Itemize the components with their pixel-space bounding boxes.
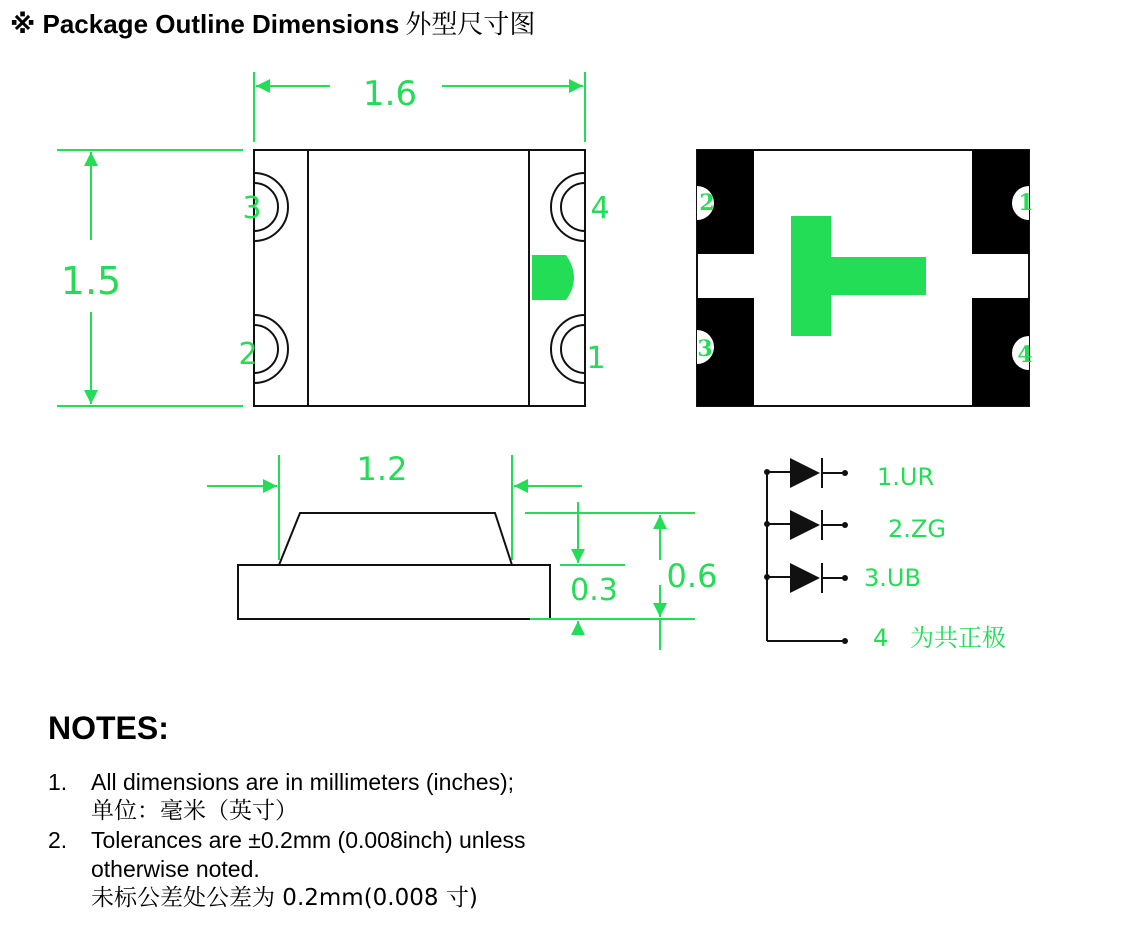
- top-view: [57, 72, 610, 406]
- channel-ub-label: 3.UB: [864, 564, 921, 592]
- note-line: otherwise noted.: [91, 856, 260, 882]
- title-text: ※ Package Outline Dimensions: [10, 9, 400, 39]
- channel-ur-label: 1.UR: [877, 463, 935, 491]
- common-pin-dot: [842, 638, 848, 644]
- polarity-mark: [532, 255, 574, 300]
- side-view: [207, 450, 717, 650]
- side-base: [238, 565, 550, 619]
- note-item-2: [48, 826, 526, 913]
- channel-zg-label: 2.ZG: [888, 515, 946, 543]
- schematic: [764, 458, 1006, 652]
- note-line: All dimensions are in millimeters (inches);: [91, 769, 515, 795]
- common-pin-number: 4: [873, 624, 889, 652]
- side-lens: [279, 513, 512, 565]
- notes-list: [48, 768, 526, 913]
- note-item-1: [48, 768, 526, 826]
- bottom-pin-3-label: 3: [697, 336, 713, 362]
- common-anode-label: 为共正极: [910, 624, 1006, 652]
- bottom-pin-1-label: 1: [1018, 190, 1034, 216]
- dim-0-3-label: 0.3: [570, 573, 618, 608]
- t-mark-horizontal: [791, 257, 926, 295]
- width-dim-label: 1.6: [362, 74, 418, 114]
- top-pin-2-label: 2: [238, 337, 258, 372]
- notes-heading: NOTES:: [48, 710, 169, 746]
- height-dim-label: 1.5: [60, 259, 122, 303]
- top-pin-1-label: 1: [586, 341, 606, 376]
- bottom-view: [697, 150, 1034, 406]
- title-cjk-text: 外型尺寸图: [405, 10, 536, 40]
- note-line: 未标公差处公差为 0.2mm(0.008 寸): [91, 885, 478, 911]
- note-number: 1.: [48, 769, 68, 795]
- dim-0-6-label: 0.6: [666, 557, 718, 595]
- note-number: 2.: [48, 827, 68, 853]
- top-pin-4-label: 4: [590, 191, 610, 226]
- top-pin-3-label: 3: [242, 191, 262, 226]
- diode-ub: [764, 563, 848, 593]
- diode-zg: [764, 510, 848, 540]
- side-width-label: 1.2: [356, 450, 408, 488]
- note-line: 单位：毫米（英寸）: [91, 798, 298, 824]
- bottom-pin-4-label: 4: [1017, 342, 1033, 368]
- diode-ur: [764, 458, 848, 488]
- bottom-pin-2-label: 2: [699, 190, 715, 216]
- note-line: Tolerances are ±0.2mm (0.008inch) unless: [91, 827, 526, 853]
